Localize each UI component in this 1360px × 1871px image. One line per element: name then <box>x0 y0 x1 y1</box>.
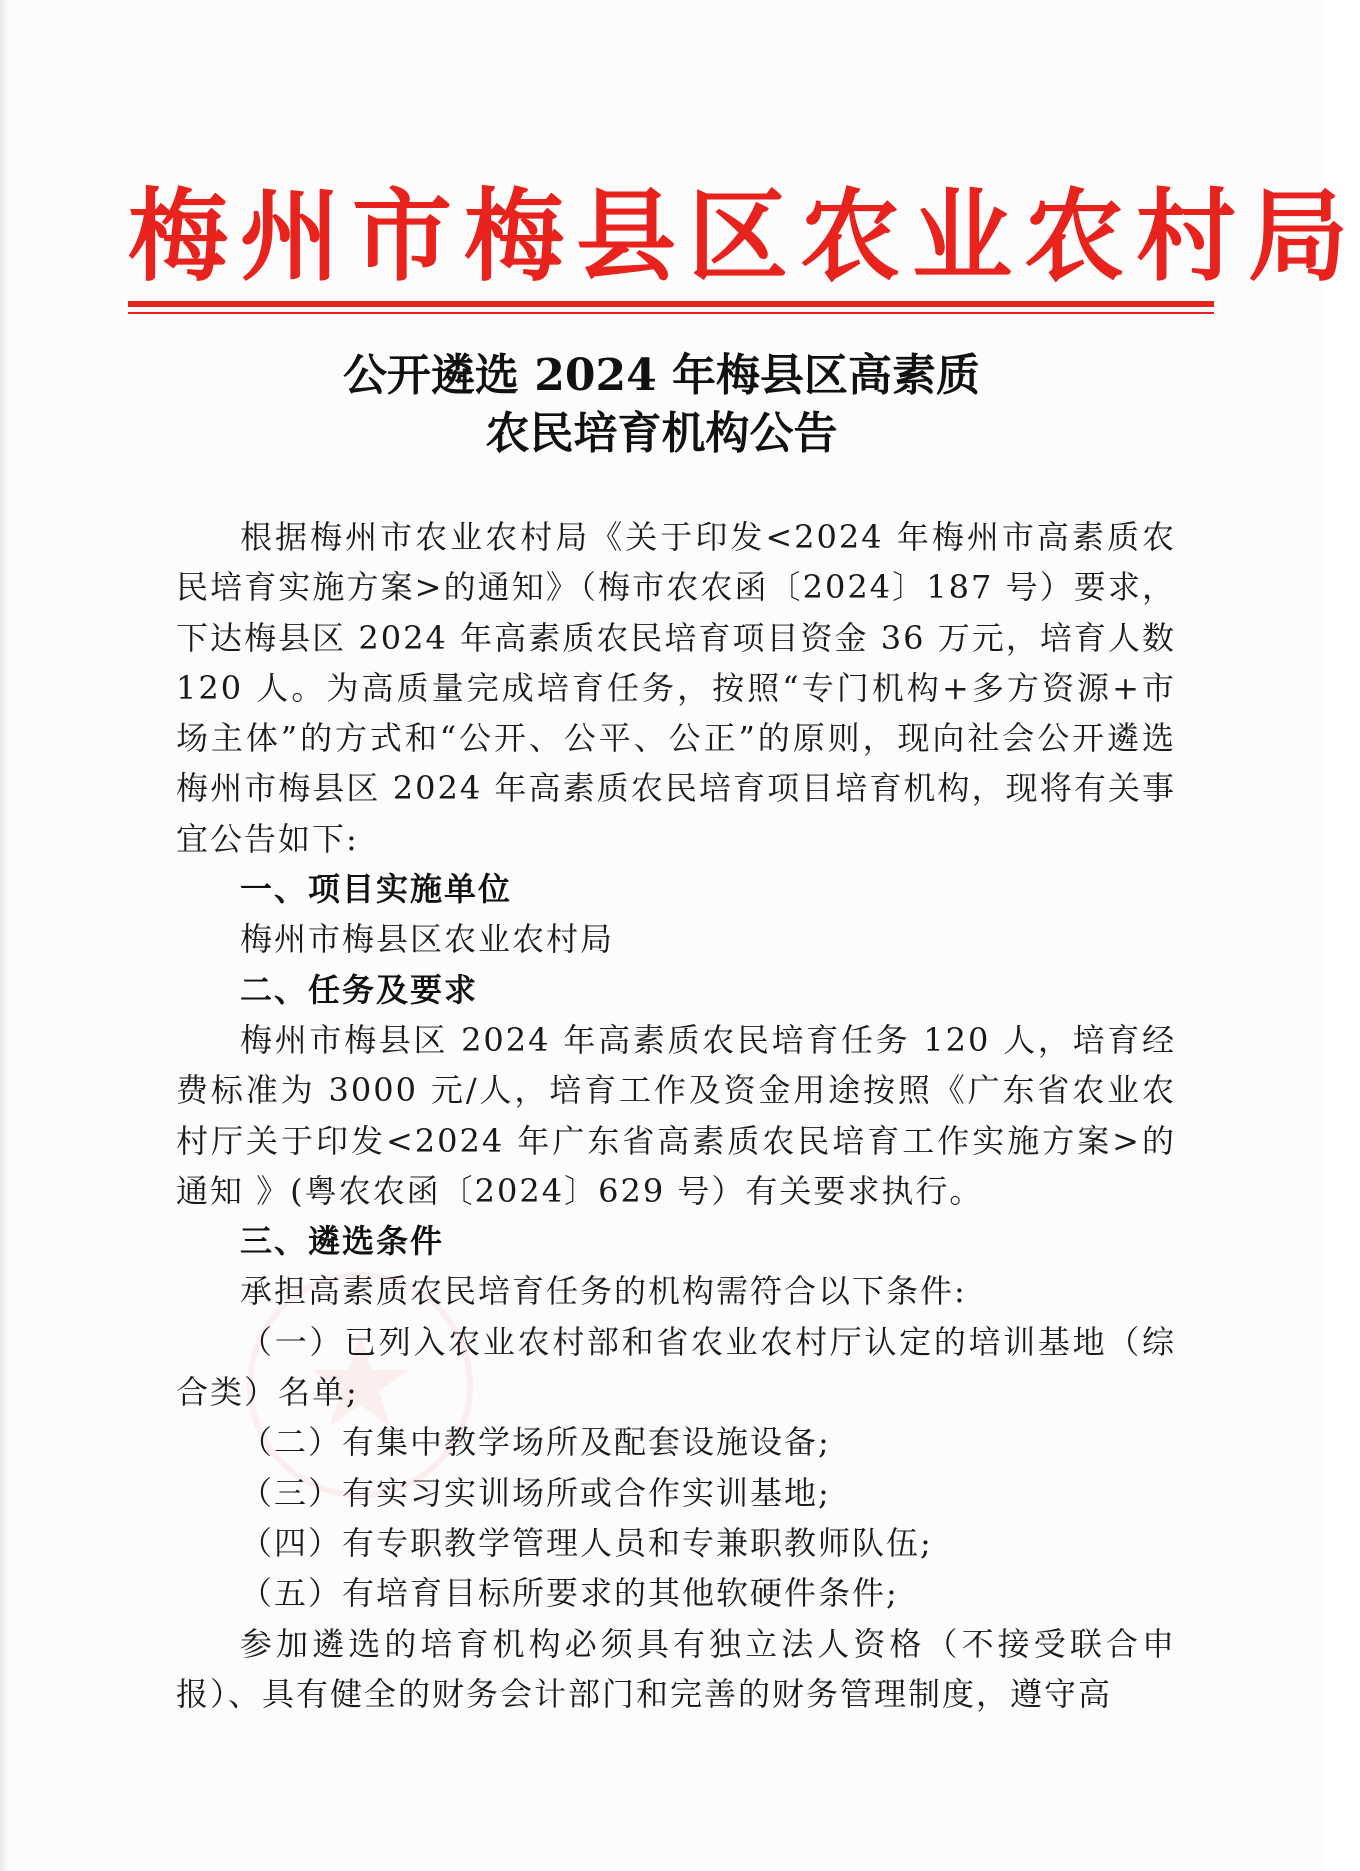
section-1-text: 梅州市梅县区农业农村局 <box>240 920 615 959</box>
document-body <box>176 512 1176 1719</box>
section-1-heading: 一、项目实施单位 <box>240 870 513 909</box>
intro-paragraph: 根据梅州市农业农村局《关于印发<2024 年梅州市高素质农民培育实施方案>的通知》（梅市农农函〔2024〕187 号）要求，下达梅县区 2024 年高素质农民培育项目资金 36 万元，培育人数 120 人。为高质量完成培育任务，按照“专门机构+多方资源+市场主体”的方式和“公开、公平、公正”的原则，现向社会公开遴选梅州市梅县区 2024 年高素质农民培育项目培育机构，现将有关事宜公告如下: <box>176 518 1176 858</box>
document-title-line-2: 农民培育机构公告 <box>485 408 838 459</box>
condition-item-3: （三）有实习实训场所或合作实训基地; <box>240 1473 831 1512</box>
section-2-heading: 二、任务及要求 <box>240 970 479 1009</box>
section-2-text: 梅州市梅县区 2024 年高素质农民培育任务 120 人，培育经费标准为 3000 元/人，培育工作及资金用途按照《广东省农业农村厅关于印发<2024 年广东省高素质农民培育工作实施方案>的通知 》(粤农农函〔2024〕629 号）有关要求执行。 <box>176 1020 1176 1210</box>
section-3-heading: 三、遴选条件 <box>240 1222 445 1261</box>
condition-item-5: （五）有培育目标所要求的其他软硬件条件; <box>240 1574 899 1613</box>
header-rule-thin <box>128 312 1214 314</box>
section-3-lead: 承担高素质农民培育任务的机构需符合以下条件: <box>240 1272 967 1311</box>
scan-edge <box>0 0 8 1871</box>
condition-item-1: （一）已列入农业农村部和省农业农村厅认定的培训基地（综合类）名单; <box>176 1322 1176 1412</box>
header-rule-thick <box>128 301 1214 307</box>
section-3-closing: 参加遴选的培育机构必须具有独立法人资格（不接受联合申报）、具有健全的财务会计部门和完善的财务管理制度，遵守高 <box>176 1624 1176 1713</box>
document-title-line-1: 公开遴选 2024 年梅县区高素质 <box>342 350 981 401</box>
organization-header: 梅州市梅县区农业农村局 <box>128 177 1360 295</box>
condition-item-2: （二）有集中教学场所及配套设施设备; <box>240 1423 831 1462</box>
condition-item-4: （四）有专职教学管理人员和专兼职教师队伍; <box>240 1523 933 1562</box>
